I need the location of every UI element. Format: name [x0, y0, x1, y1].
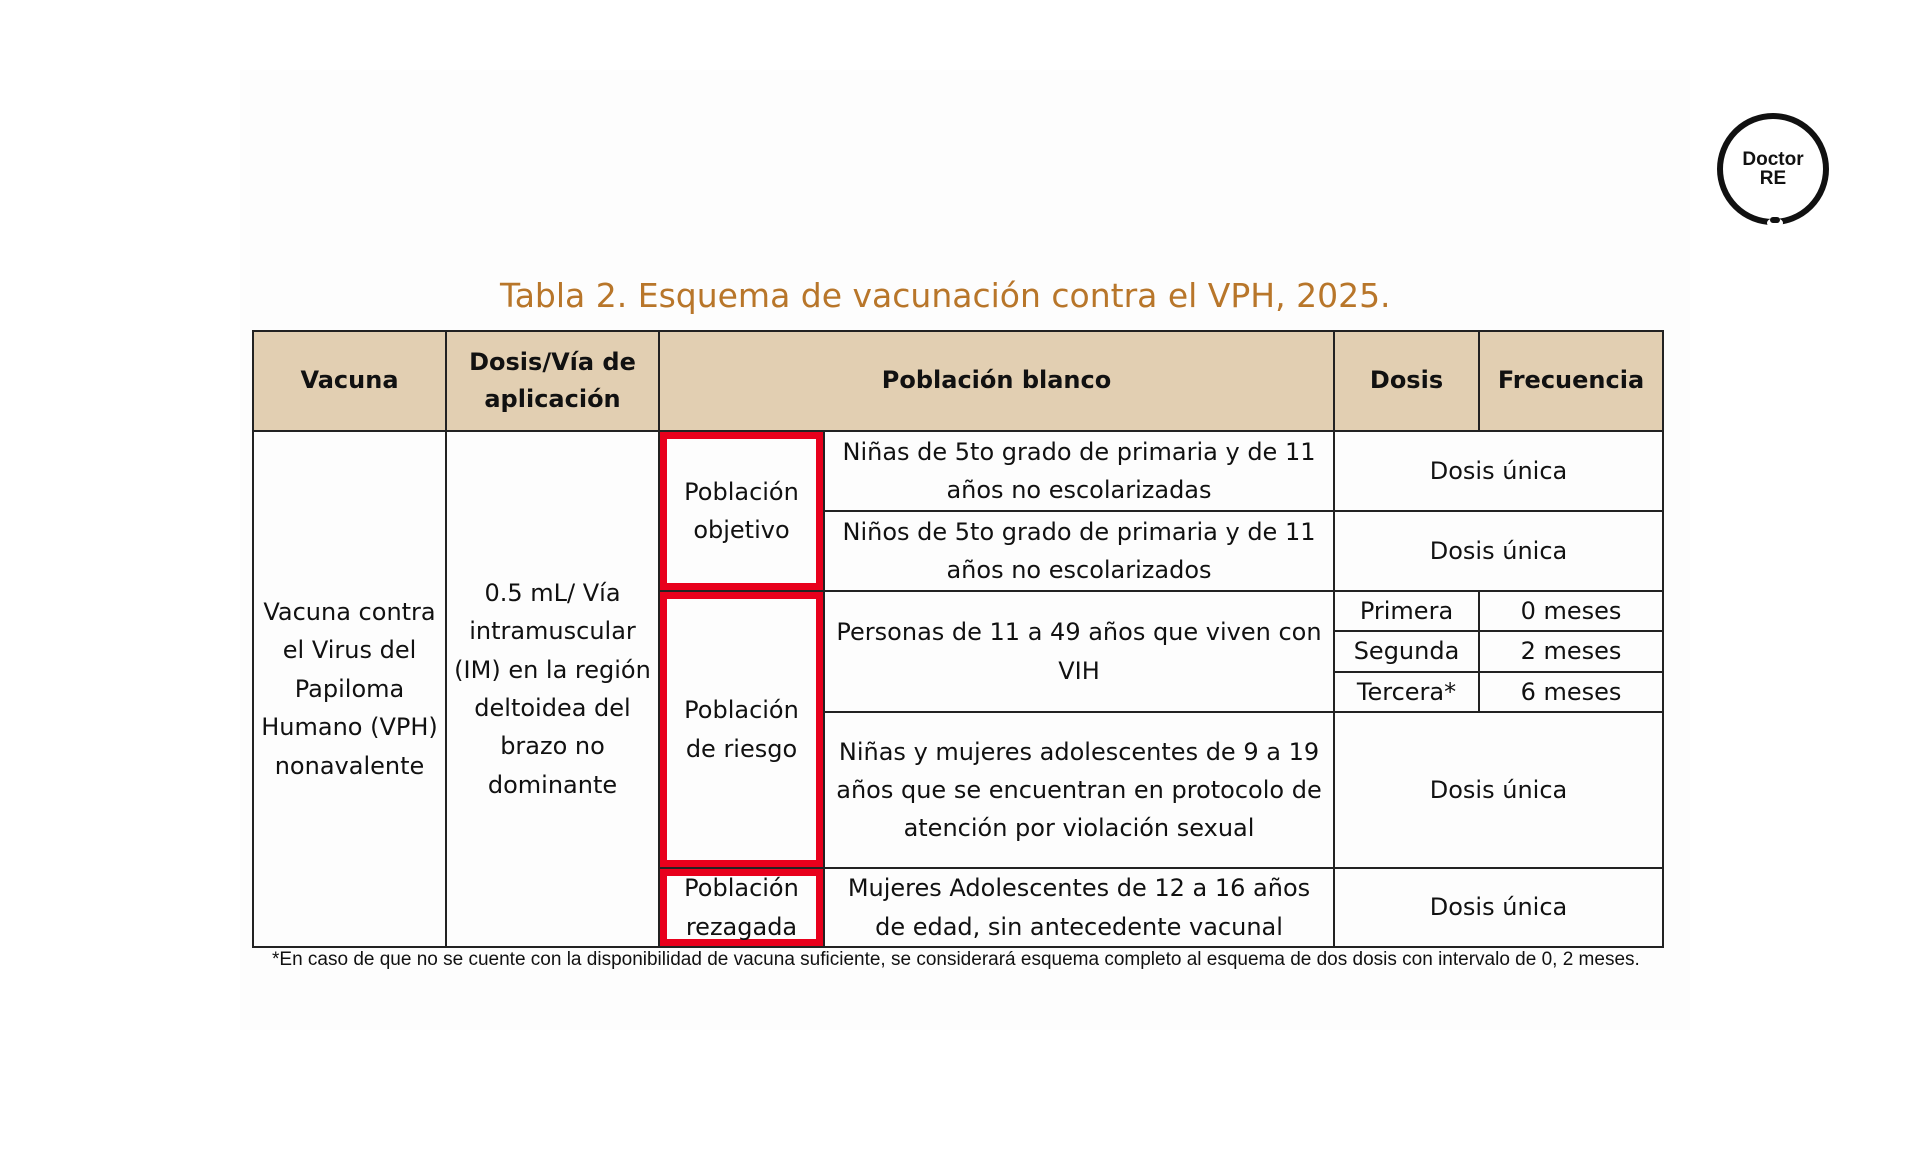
- header-vacuna: Vacuna: [253, 331, 446, 431]
- frecuencia-tercera: 6 meses: [1479, 672, 1663, 712]
- population-rezagadas: Mujeres Adolescentes de 12 a 16 años de edad, sin antecedente vacunal: [824, 868, 1334, 947]
- dosis-primera: Primera: [1334, 591, 1479, 631]
- dose-route-cell: 0.5 mL/ Vía intramuscular (IM) en la región deltoidea del brazo no dominante: [446, 431, 659, 947]
- frecuencia-primera: 0 meses: [1479, 591, 1663, 631]
- frecuencia-segunda: 2 meses: [1479, 631, 1663, 671]
- header-dosis-via: Dosis/Vía de aplicación: [446, 331, 659, 431]
- logo-line-2: RE: [1759, 168, 1787, 189]
- group-poblacion-objetivo: Población objetivo: [659, 431, 824, 591]
- dosis-ninos: Dosis única: [1334, 511, 1663, 591]
- header-frecuencia: Frecuencia: [1479, 331, 1663, 431]
- table-footnote: *En caso de que no se cuente con la disponibilidad de vacuna suficiente, se considerará esquema completo al esquema de dos dosis con intervalo de 0, 2 meses.: [272, 949, 1640, 970]
- vaccine-name-cell: Vacuna contra el Virus del Papiloma Humano (VPH) nonavalente: [253, 431, 446, 947]
- dosis-violacion: Dosis única: [1334, 712, 1663, 868]
- dosis-ninas: Dosis única: [1334, 431, 1663, 511]
- group-poblacion-riesgo: Población de riesgo: [659, 591, 824, 868]
- logo-line-1: Doctor: [1742, 149, 1804, 170]
- group-poblacion-rezagada: Población rezagada: [659, 868, 824, 947]
- population-violacion: Niñas y mujeres adolescentes de 9 a 19 años que se encuentran en protocolo de atención por violación sexual: [824, 712, 1334, 868]
- doctor-re-logo: [1717, 113, 1829, 225]
- dosis-rezagadas: Dosis única: [1334, 868, 1663, 947]
- dosis-tercera: Tercera*: [1334, 672, 1479, 712]
- table-title: Tabla 2. Esquema de vacunación contra el VPH, 2025.: [500, 276, 1391, 315]
- vaccination-schedule-table: [252, 330, 1664, 948]
- population-ninas: Niñas de 5to grado de primaria y de 11 años no escolarizadas: [824, 431, 1334, 511]
- header-poblacion-blanco: Población blanco: [659, 331, 1334, 431]
- population-ninos: Niños de 5to grado de primaria y de 11 años no escolarizados: [824, 511, 1334, 591]
- table-row: [253, 431, 1663, 511]
- header-dosis: Dosis: [1334, 331, 1479, 431]
- population-vih: Personas de 11 a 49 años que viven con VIH: [824, 591, 1334, 712]
- dosis-segunda: Segunda: [1334, 631, 1479, 671]
- logo-ring-dot: [1770, 217, 1780, 223]
- table-header-row: [253, 331, 1663, 431]
